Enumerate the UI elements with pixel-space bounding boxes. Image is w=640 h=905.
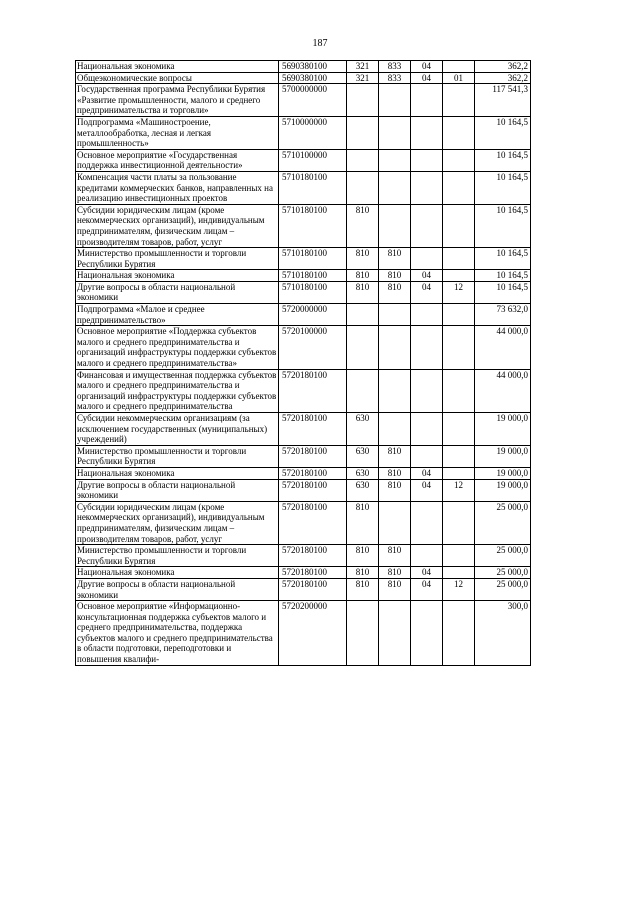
amount: 10 164,5	[475, 171, 531, 204]
subsection-code: 01	[443, 72, 475, 84]
row-name: Министерство промышленности и торговли Республики Бурятия	[76, 445, 279, 467]
table-row	[76, 326, 531, 369]
subsection-code	[443, 204, 475, 247]
ministry-code	[379, 171, 411, 204]
ministry-code: 833	[379, 72, 411, 84]
amount: 25 000,0	[475, 501, 531, 544]
program-code: 5710180100	[279, 171, 347, 204]
section-code: 04	[411, 467, 443, 479]
expense-type	[347, 369, 379, 412]
ministry-code	[379, 601, 411, 666]
program-code: 5700000000	[279, 84, 347, 117]
subsection-code	[443, 601, 475, 666]
section-code	[411, 204, 443, 247]
expense-type	[347, 601, 379, 666]
ministry-code: 810	[379, 248, 411, 270]
row-name: Министерство промышленности и торговли Республики Бурятия	[76, 248, 279, 270]
subsection-code	[443, 326, 475, 369]
ministry-code	[379, 84, 411, 117]
row-name: Основное мероприятие «Информационно-консультационная поддержка субъектов малого и среднего предпринимательства, поддержка субъектов малого и среднего предпринимательства в области подготовки, переподготовки и повышения квалифи-	[76, 601, 279, 666]
section-code	[411, 304, 443, 326]
table-row	[76, 413, 531, 446]
row-name: Подпрограмма «Малое и среднее предпринимательство»	[76, 304, 279, 326]
subsection-code	[443, 61, 475, 73]
subsection-code	[443, 369, 475, 412]
program-code: 5710180100	[279, 270, 347, 282]
section-code	[411, 116, 443, 149]
program-code: 5710180100	[279, 204, 347, 247]
amount: 19 000,0	[475, 479, 531, 501]
ministry-code: 810	[379, 545, 411, 567]
row-name: Национальная экономика	[76, 567, 279, 579]
program-code: 5710180100	[279, 281, 347, 303]
subsection-code: 12	[443, 281, 475, 303]
expense-type: 810	[347, 545, 379, 567]
subsection-code	[443, 171, 475, 204]
section-code	[411, 248, 443, 270]
subsection-code: 12	[443, 578, 475, 600]
expense-type: 810	[347, 281, 379, 303]
program-code: 5710100000	[279, 149, 347, 171]
section-code: 04	[411, 578, 443, 600]
program-code: 5720180100	[279, 467, 347, 479]
budget-table	[75, 60, 531, 666]
section-code	[411, 445, 443, 467]
row-name: Национальная экономика	[76, 61, 279, 73]
subsection-code	[443, 567, 475, 579]
section-code	[411, 149, 443, 171]
ministry-code: 810	[379, 445, 411, 467]
program-code: 5720180100	[279, 545, 347, 567]
program-code: 5720000000	[279, 304, 347, 326]
amount: 44 000,0	[475, 326, 531, 369]
subsection-code	[443, 501, 475, 544]
expense-type	[347, 84, 379, 117]
section-code: 04	[411, 72, 443, 84]
ministry-code	[379, 501, 411, 544]
page-number: 187	[312, 38, 328, 49]
expense-type: 810	[347, 501, 379, 544]
ministry-code: 810	[379, 479, 411, 501]
expense-type: 630	[347, 413, 379, 446]
program-code: 5720180100	[279, 567, 347, 579]
ministry-code	[379, 326, 411, 369]
subsection-code: 12	[443, 479, 475, 501]
amount: 10 164,5	[475, 204, 531, 247]
amount: 25 000,0	[475, 567, 531, 579]
ministry-code: 810	[379, 567, 411, 579]
row-name: Основное мероприятие «Государственная поддержка инвестиционной деятельности»	[76, 149, 279, 171]
amount: 25 000,0	[475, 545, 531, 567]
table-row	[76, 281, 531, 303]
expense-type: 321	[347, 72, 379, 84]
table-row	[76, 501, 531, 544]
ministry-code: 810	[379, 270, 411, 282]
program-code: 5720200000	[279, 601, 347, 666]
amount: 10 164,5	[475, 270, 531, 282]
program-code: 5720100000	[279, 326, 347, 369]
expense-type: 810	[347, 567, 379, 579]
expense-type: 630	[347, 467, 379, 479]
row-name: Финансовая и имущественная поддержка субъектов малого и среднего предпринимательства и организаций инфраструктуры поддержки субъектов малого и среднего предпринимательства	[76, 369, 279, 412]
ministry-code	[379, 149, 411, 171]
program-code: 5720180100	[279, 369, 347, 412]
ministry-code	[379, 304, 411, 326]
expense-type: 810	[347, 248, 379, 270]
section-code	[411, 601, 443, 666]
amount: 10 164,5	[475, 149, 531, 171]
amount: 362,2	[475, 61, 531, 73]
table-row	[76, 369, 531, 412]
row-name: Субсидии юридическим лицам (кроме некоммерческих организаций), индивидуальным предпринимателям, физическим лицам – производителям товаров, работ, услуг	[76, 204, 279, 247]
table-row	[76, 204, 531, 247]
row-name: Основное мероприятие «Поддержка субъектов малого и среднего предпринимательства и организаций инфраструктуры поддержки субъектов малого и среднего предпринимательства»	[76, 326, 279, 369]
amount: 44 000,0	[475, 369, 531, 412]
program-code: 5720180100	[279, 479, 347, 501]
section-code	[411, 413, 443, 446]
table-row	[76, 467, 531, 479]
ministry-code: 810	[379, 467, 411, 479]
table-row	[76, 304, 531, 326]
row-name: Субсидии юридическим лицам (кроме некоммерческих организаций), индивидуальным предпринимателям, физическим лицам – производителям товаров, работ, услуг	[76, 501, 279, 544]
program-code: 5690380100	[279, 61, 347, 73]
table-row	[76, 479, 531, 501]
row-name: Другие вопросы в области национальной экономики	[76, 479, 279, 501]
program-code: 5710180100	[279, 248, 347, 270]
table-row	[76, 248, 531, 270]
table-row	[76, 445, 531, 467]
amount: 10 164,5	[475, 281, 531, 303]
amount: 117 541,3	[475, 84, 531, 117]
ministry-code	[379, 369, 411, 412]
expense-type: 810	[347, 204, 379, 247]
subsection-code	[443, 116, 475, 149]
ministry-code: 810	[379, 578, 411, 600]
section-code: 04	[411, 61, 443, 73]
subsection-code	[443, 467, 475, 479]
subsection-code	[443, 413, 475, 446]
amount: 10 164,5	[475, 248, 531, 270]
table-row	[76, 567, 531, 579]
row-name: Национальная экономика	[76, 270, 279, 282]
table-row	[76, 578, 531, 600]
table-row	[76, 72, 531, 84]
program-code: 5720180100	[279, 501, 347, 544]
expense-type: 810	[347, 270, 379, 282]
program-code: 5720180100	[279, 578, 347, 600]
table-row	[76, 116, 531, 149]
table-row	[76, 545, 531, 567]
table-row	[76, 84, 531, 117]
ministry-code	[379, 413, 411, 446]
expense-type: 630	[347, 445, 379, 467]
row-name: Министерство промышленности и торговли Республики Бурятия	[76, 545, 279, 567]
table-row	[76, 270, 531, 282]
amount: 362,2	[475, 72, 531, 84]
amount: 19 000,0	[475, 413, 531, 446]
section-code	[411, 369, 443, 412]
row-name: Государственная программа Республики Бурятия «Развитие промышленности, малого и среднего предпринимательства и торговли»	[76, 84, 279, 117]
row-name: Компенсация части платы за пользование кредитами коммерческих банков, направленных на реализацию инвестиционных проектов	[76, 171, 279, 204]
program-code: 5720180100	[279, 413, 347, 446]
row-name: Другие вопросы в области национальной экономики	[76, 578, 279, 600]
row-name: Субсидии некоммерческим организациям (за исключением государственных (муниципальных) учреждений)	[76, 413, 279, 446]
section-code	[411, 84, 443, 117]
table-row	[76, 61, 531, 73]
amount: 25 000,0	[475, 578, 531, 600]
subsection-code	[443, 248, 475, 270]
expense-type: 810	[347, 578, 379, 600]
subsection-code	[443, 84, 475, 117]
section-code: 04	[411, 567, 443, 579]
row-name: Национальная экономика	[76, 467, 279, 479]
ministry-code	[379, 116, 411, 149]
subsection-code	[443, 270, 475, 282]
amount: 73 632,0	[475, 304, 531, 326]
amount: 19 000,0	[475, 467, 531, 479]
amount: 10 164,5	[475, 116, 531, 149]
section-code	[411, 171, 443, 204]
ministry-code: 833	[379, 61, 411, 73]
ministry-code	[379, 204, 411, 247]
amount: 300,0	[475, 601, 531, 666]
program-code: 5710000000	[279, 116, 347, 149]
row-name: Подпрограмма «Машиностроение, металлообработка, лесная и легкая промышленность»	[76, 116, 279, 149]
ministry-code: 810	[379, 281, 411, 303]
subsection-code	[443, 545, 475, 567]
section-code	[411, 501, 443, 544]
expense-type	[347, 116, 379, 149]
expense-type: 321	[347, 61, 379, 73]
expense-type: 630	[347, 479, 379, 501]
program-code: 5690380100	[279, 72, 347, 84]
table-row	[76, 601, 531, 666]
subsection-code	[443, 304, 475, 326]
expense-type	[347, 326, 379, 369]
row-name: Другие вопросы в области национальной экономики	[76, 281, 279, 303]
subsection-code	[443, 445, 475, 467]
section-code: 04	[411, 281, 443, 303]
expense-type	[347, 171, 379, 204]
row-name: Общеэкономические вопросы	[76, 72, 279, 84]
subsection-code	[443, 149, 475, 171]
table-row	[76, 149, 531, 171]
section-code: 04	[411, 270, 443, 282]
section-code	[411, 326, 443, 369]
expense-type	[347, 304, 379, 326]
expense-type	[347, 149, 379, 171]
program-code: 5720180100	[279, 445, 347, 467]
section-code: 04	[411, 479, 443, 501]
amount: 19 000,0	[475, 445, 531, 467]
section-code	[411, 545, 443, 567]
table-row	[76, 171, 531, 204]
